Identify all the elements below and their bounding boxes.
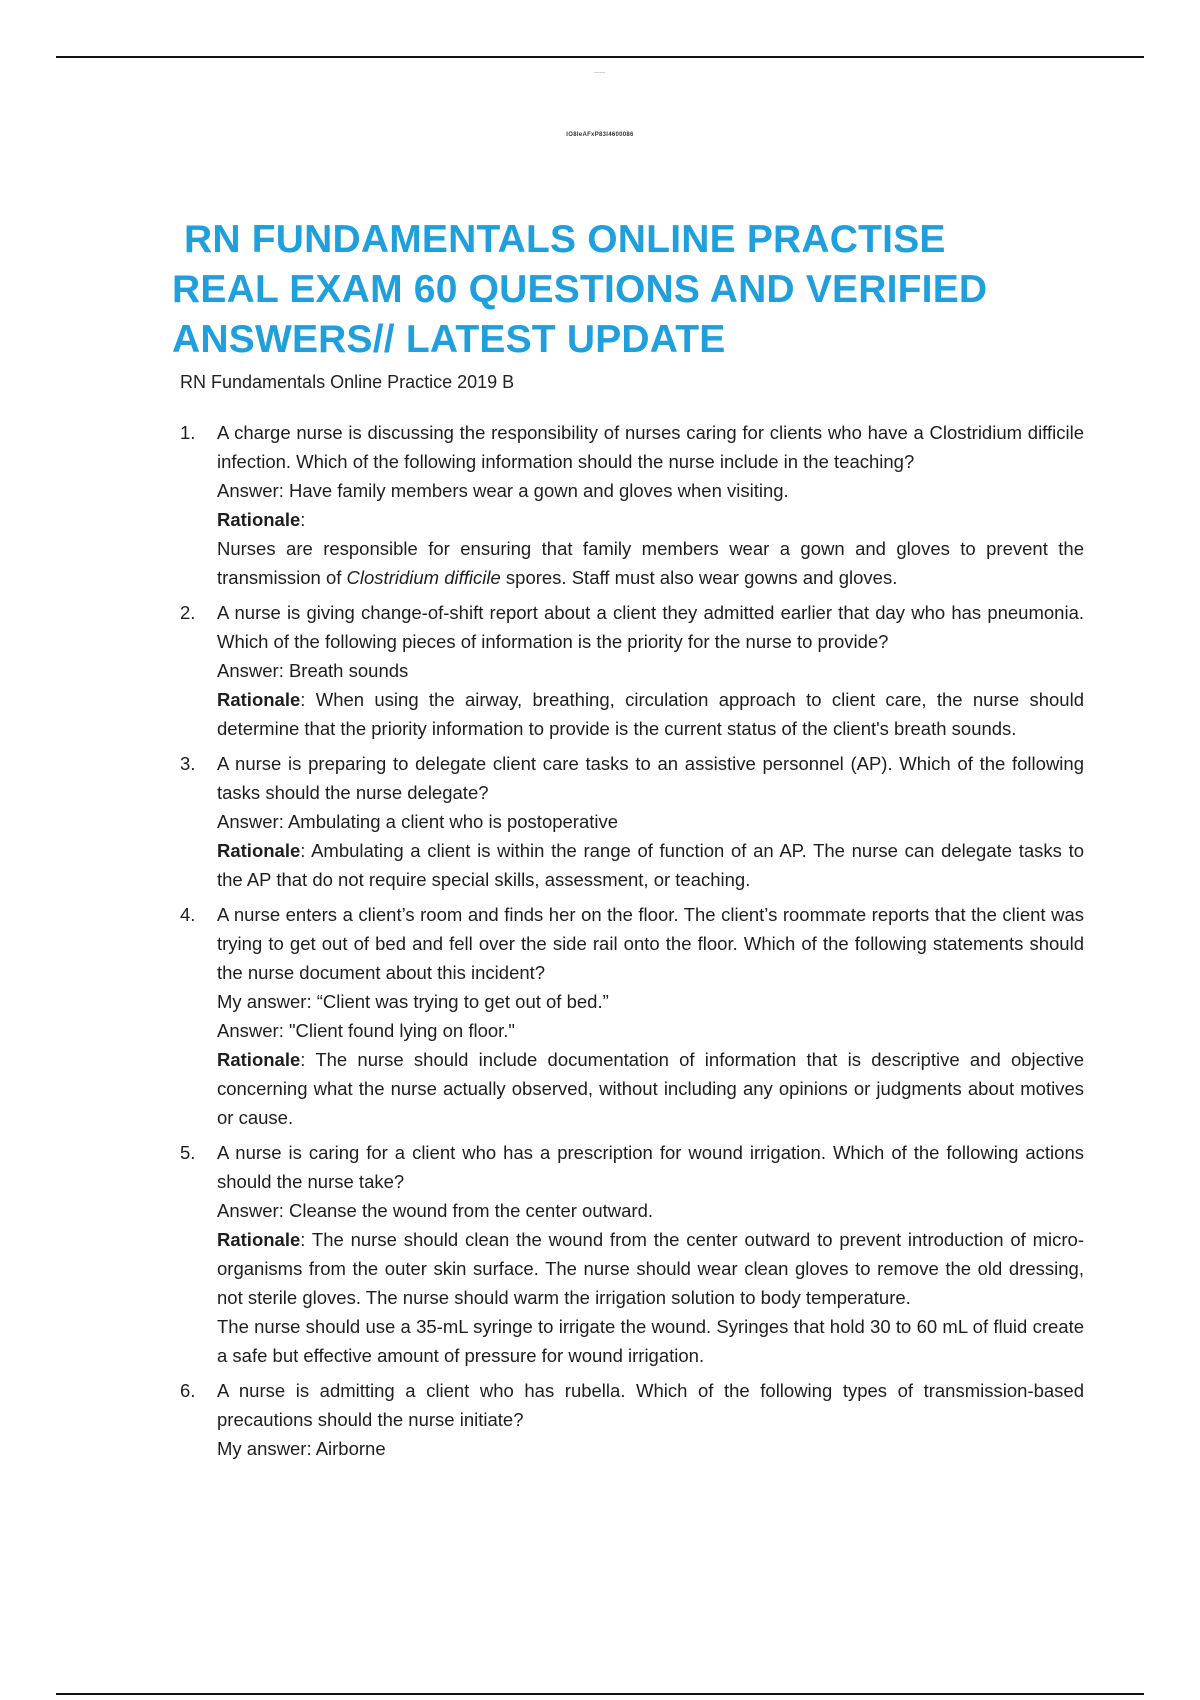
rationale-italic-term: Clostridium difficile	[346, 567, 501, 588]
question-number: 6.	[180, 1380, 196, 1401]
rationale-part-a: Nurses are responsible for ensuring that family members wear a gown and gloves to prevent the transmission of	[217, 538, 1084, 588]
rationale-separator: :	[300, 509, 306, 530]
rationale-text	[217, 836, 1084, 894]
correct-answer: Answer: Ambulating a client who is postoperative	[217, 811, 619, 832]
question-number: 4.	[180, 904, 196, 925]
correct-answer: Answer: Have family members wear a gown and gloves when visiting.	[217, 480, 789, 501]
question-number: 3.	[180, 753, 196, 774]
rationale-label: Rationale	[217, 509, 301, 530]
rationale-body: : The nurse should clean the wound from the center outward to prevent introduction of micro-organisms from the outer skin surface. The nurse should wear clean gloves to remove the old dressing, not sterile gloves. The nurse should warm the irrigation solution to body temperature.	[217, 1229, 1084, 1308]
rationale-body: : Ambulating a client is within the range of function of an AP. The nurse can delegate tasks to the AP that do not require special skills, assessment, or teaching.	[217, 840, 1084, 890]
rationale-label: Rationale	[217, 840, 301, 861]
rationale-body: : When using the airway, breathing, circulation approach to client care, the nurse should determine that the priority information to provide is the current status of the client's breath sounds.	[217, 689, 1084, 739]
question-stem: A charge nurse is discussing the responsibility of nurses caring for clients who have a Clostridium difficile infection. Which of the following information should the nurse include in the teaching?	[217, 422, 1084, 472]
question-item	[180, 1138, 1084, 1370]
correct-answer: Answer: Cleanse the wound from the center outward.	[217, 1200, 654, 1221]
question-stem: A nurse is giving change-of-shift report about a client they admitted earlier that day who has pneumonia. Which of the following pieces of information is the priority for the nurse to provide?	[217, 602, 1084, 652]
question-stem: A nurse is preparing to delegate client care tasks to an assistive personnel (AP). Which of the following tasks should the nurse delegate?	[217, 753, 1084, 803]
title-line-3: ANSWERS// LATEST UPDATE	[172, 318, 726, 361]
rationale-part-b: spores. Staff must also wear gowns and gloves.	[500, 567, 898, 588]
header-mark: ——	[594, 70, 606, 76]
question-number: 5.	[180, 1142, 196, 1163]
rationale-label: Rationale	[217, 689, 301, 710]
question-item	[180, 418, 1084, 592]
question-stem: A nurse enters a client’s room and finds her on the floor. The client’s roommate reports that the client was trying to get out of bed and fell over the side rail onto the floor. Which of the following statements should the nurse document about this incident?	[217, 904, 1084, 983]
document-subtitle: RN Fundamentals Online Practice 2019 B	[180, 372, 515, 392]
question-number: 2.	[180, 602, 196, 623]
question-item	[180, 1376, 1084, 1463]
bottom-rule	[56, 1693, 1144, 1695]
my-answer: My answer: “Client was trying to get out of bed.”	[217, 991, 609, 1012]
document-title	[172, 215, 1092, 365]
rationale-text	[217, 1045, 1084, 1132]
top-rule	[56, 56, 1144, 58]
question-item	[180, 900, 1084, 1132]
correct-answer: Answer: Breath sounds	[217, 660, 409, 681]
rationale-text	[217, 534, 1084, 592]
rationale-body: : The nurse should include documentation of information that is descriptive and objective concerning what the nurse actually observed, without including any opinions or judgments about motives or cause.	[217, 1049, 1084, 1128]
rationale-text	[217, 685, 1084, 743]
question-item	[180, 749, 1084, 894]
correct-answer: Answer: "Client found lying on floor."	[217, 1020, 515, 1041]
rationale-label: Rationale	[217, 1049, 301, 1070]
question-stem: A nurse is caring for a client who has a prescription for wound irrigation. Which of the following actions should the nurse take?	[217, 1142, 1084, 1192]
rationale-heading	[217, 505, 1084, 534]
rationale-text	[217, 1225, 1084, 1312]
question-item	[180, 598, 1084, 743]
rationale-label: Rationale	[217, 1229, 301, 1250]
title-line-2: REAL EXAM 60 QUESTIONS AND VERIFIED	[172, 268, 988, 311]
rationale-extra: The nurse should use a 35-mL syringe to irrigate the wound. Syringes that hold 30 to 60 mL of fluid create a safe but effective amount of pressure for wound irrigation.	[217, 1316, 1084, 1366]
document-id: IO8IeAFxP83I4600086	[566, 132, 634, 138]
question-stem: A nurse is admitting a client who has rubella. Which of the following types of transmission-based precautions should the nurse initiate?	[217, 1380, 1084, 1430]
question-list	[180, 418, 1084, 1469]
question-number: 1.	[180, 422, 196, 443]
title-line-1: RN FUNDAMENTALS ONLINE PRACTISE	[184, 218, 946, 261]
my-answer: My answer: Airborne	[217, 1438, 386, 1459]
